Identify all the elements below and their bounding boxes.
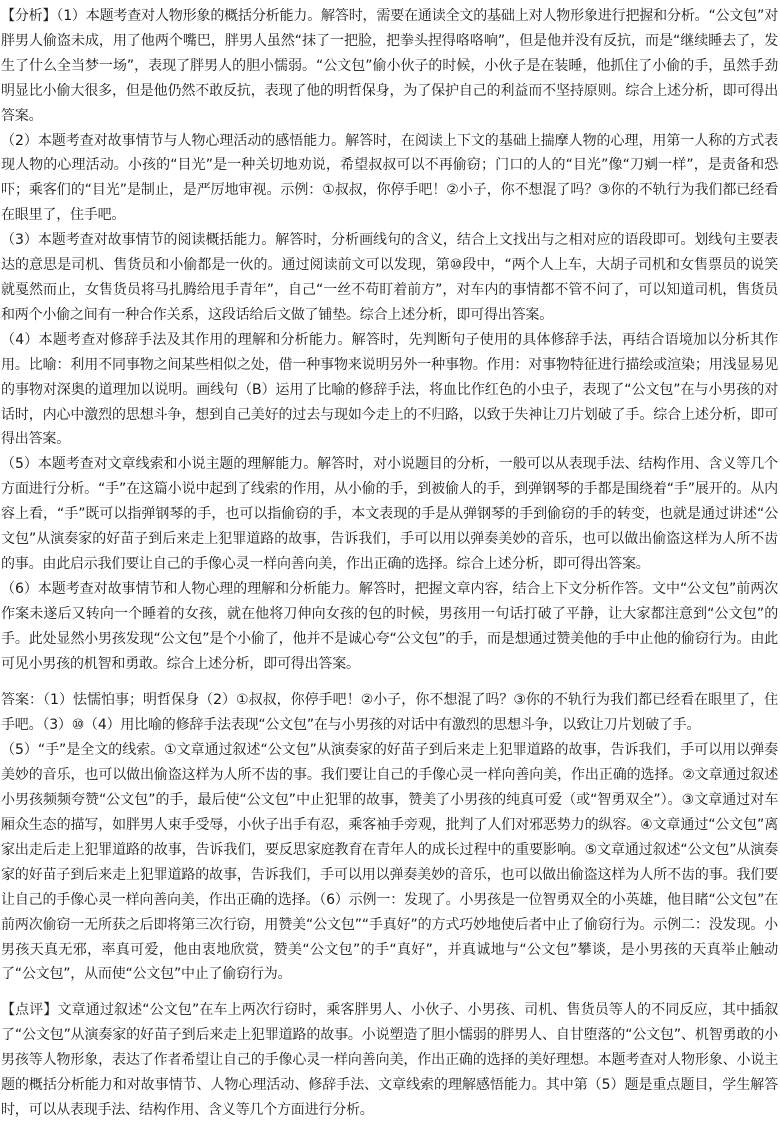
section-spacer xyxy=(1,987,778,998)
comment-section xyxy=(1,998,778,1123)
section-spacer xyxy=(1,676,778,688)
comment-paragraph: 【点评】文章通过叙述“公文包”在车上两次行窃时，乘客胖男人、小伙子、小男孩、司机、售货员等人的不同反应，其中插叙了“公文包”从演奏家的好苗子到后来走上犯罪道路的故事。小说塑造了胆小懦弱的胖男人、自甘堕落的“公文包”、机智勇敢的小男孩等人物形象，表达了作者希望让自己的手像心灵一样向善向美，作出正确的选择的美好理想。本题考查对人物形象、小说主题的概括分析能力和对故事情节、人物心理活动、修辞手法、文章线索的理解感悟能力。其中第（5）题是重点题目，学生解答时，可以从表现手法、结构作用、含义等几个方面进行分析。 xyxy=(1,1002,778,1118)
answer-paragraph: 答案：（1）怯懦怕事；明哲保身（2）①叔叔，你停手吧！②小子，你不想混了吗？③你的不轨行为我们都已经看在眼里了，住手吧。（3）⑩（4）用比喻的修辞手法表现“公文包”在与小男孩的对话中有激烈的思想斗争，以致让刀片划破了手。 xyxy=(1,692,778,734)
answer-paragraph: （5）“手”是全文的线索。①文章通过叙述“公文包”从演奏家的好苗子到后来走上犯罪道路的故事，告诉我们，手可以用以弹奏美妙的音乐，也可以做出偷盗这样为人所不齿的事。我们要让自己的手像心灵一样向善向美，作出正确的选择。②文章通过叙述小男孩频频夸赞“公文包”的手，最后使“公文包”中止犯罪的故事，赞美了小男孩的纯真可爱（或“智勇双全”）。③文章通过对车厢众生态的描写，如胖男人束手受辱，小伙子出手有忍，乘客袖手旁观，批判了人们对邪恶势力的纵容。④文章通过“公文包”离家出走后走上犯罪道路的故事，告诉我们，要反思家庭教育在青年人的成长过程中的重要影响。⑤文章通过叙述“公文包”从演奏家的好苗子到后来走上犯罪道路的故事，告诉我们，手可以用以弹奏美妙的音乐，也可以做出偷盗这样为人所不齿的事。我们要让自己的手像心灵一样向善向美，作出正确的选择。（6）示例一：发现了。小男孩是一位智勇双全的小英雄，他目睹“公文包”在前两次偷窃一无所获之后即将第三次行窃，用赞美“公文包”“手真好”的方式巧妙地使后者中止了偷窃行为。示例二：没发现。小男孩天真无邪，率真可爱，他由衷地欣赏，赞美“公文包”的手“真好”，并真诚地与“公文包”攀谈，是小男孩的天真举止触动了“公文包”，从而使“公文包”中止了偷窃行为。 xyxy=(1,742,778,983)
answer-section xyxy=(1,688,778,987)
analysis-paragraph: （2）本题考查对故事情节与人物心理活动的感悟能力。解答时，在阅读上下文的基础上揣摩人物的心理，用第一人称的方式表现人物的心理活动。小孩的“目光”是一种关切地劝说，希望叔叔可以不再偷窃；门口的人的“目光”像“刀剜一样”，是责备和恐吓；乘客们的“目光”是制止，是严厉地审视。示例：①叔叔，你停手吧！②小子，你不想混了吗？③你的不轨行为我们都已经看在眼里了，住手吧。 xyxy=(1,132,778,224)
analysis-paragraph: （3）本题考查对故事情节的阅读概括能力。解答时，分析画线句的含义，结合上文找出与之相对应的语段即可。划线句主要表达的意思是司机、售货员和小偷都是一伙的。通过阅读前文可以发现，第⑩段中，“两个人上车，大胡子司机和女售票员的说笑就戛然而止，女售货员将马扎腾给甩手青年”，自己“一丝不苟盯着前方”，对车内的事情都不管不问了，可以知道司机，售货员和两个小偷之间有一种合作关系，这段话给后文做了铺垫。综合上述分析，即可得出答案。 xyxy=(1,232,778,323)
analysis-paragraph: （5）本题考查对文章线索和小说主题的理解能力。解答时，对小说题目的分析，一般可以从表现手法、结构作用、含义等几个方面进行分析。“手”在这篇小说中起到了线索的作用，从小偷的手，到被偷人的手，到弹钢琴的手都是围绕着“手”展开的。从内容上看，“手”既可以指弹钢琴的手，也可以指偷窃的手，本文表现的手是从弹钢琴的手到偷窃的手的转变，也就是通过讲述“公文包”从演奏家的好苗子到后来走上犯罪道路的故事，告诉我们，手可以用以弹奏美妙的音乐，也可以做出偷盗这样为人所不齿的事。由此启示我们要让自己的手像心灵一样向善向美，作出正确的选择。综合上述分析，即可得出答案。 xyxy=(1,456,778,572)
analysis-paragraph: 【分析】（1）本题考查对人物形象的概括分析能力。解答时，需要在通读全文的基础上对人物形象进行把握和分析。“公文包”对胖男人偷盗未成，用了他两个嘴巴，胖男人虽然“抹了一把脸，把拳头捏得咯咯响”，但是他并没有反抗，而是“继续睡去了，发生了什么全当梦一场”，表现了胖男人的胆小懦弱。“公文包”偷小伙子的时候，小伙子是在装睡，他抓住了小偷的手，虽然手劲明显比小偷大很多，但是他仍然不敢反抗，表现了他的明哲保身，为了保护自己的利益而不坚持原则。综合上述分析，即可得出答案。 xyxy=(1,8,778,124)
analysis-paragraph: （4）本题考查对修辞手法及其作用的理解和分析能力。解答时，先判断句子使用的具体修辞手法，再结合语境加以分析其作用。比喻：利用不同事物之间某些相似之处，借一种事物来说明另外一种事物。作用：对事物特征进行描绘或渲染；用浅显易见的事物对深奥的道理加以说明。画线句（B）运用了比喻的修辞手法，将血比作红色的小虫子，表现了“公文包”在与小男孩的对话时，内心中激烈的思想斗争，想到自己美好的过去与现如今走上的不归路，以致于失神让刀片划破了手。综合上述分析，即可得出答案。 xyxy=(1,331,778,448)
analysis-section xyxy=(1,4,778,676)
analysis-paragraph: （6）本题考查对故事情节和人物心理的理解和分析能力。解答时，把握文章内容，结合上下文分析作答。文中“公文包”前两次作案未遂后又转向一个睡着的女孩，就在他将刀伸向女孩的包的时候，男孩用一句话打破了平静，让大家都注意到“公文包”的手。此处显然小男孩发现“公文包”是个小偷了，他并不是诚心夸“公文包”的手，而是想通过赞美他的手中止他的偷窃行为。由此可见小男孩的机智和勇敢。综合上述分析，即可得出答案。 xyxy=(1,580,778,672)
